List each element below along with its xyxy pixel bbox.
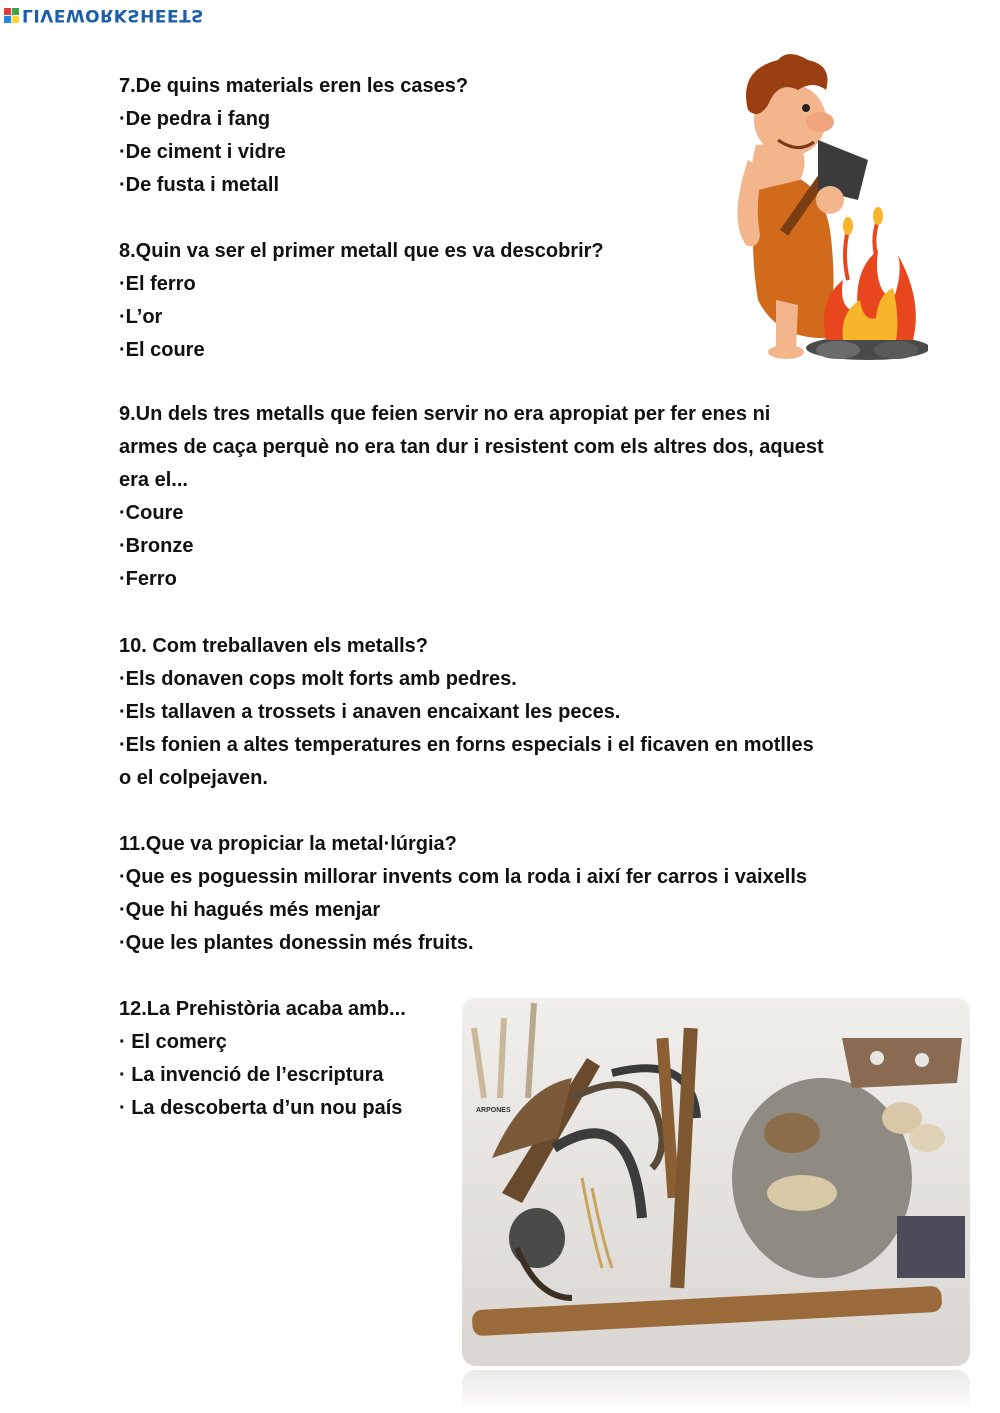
option-pedra-fang[interactable]: ·De pedra i fang [119, 108, 271, 130]
option-comerc[interactable]: · El comerç [119, 1031, 227, 1053]
question-10 [119, 630, 814, 795]
caveman-with-axe-illustration [718, 50, 928, 368]
option-nou-pais[interactable]: · La descoberta d’un nou país [119, 1097, 403, 1119]
option-trossets[interactable]: ·Els tallaven a trossets i anaven encaixant les peces. [119, 701, 621, 723]
liveworksheets-logo [4, 4, 204, 26]
option-or[interactable]: ·L’or [119, 306, 163, 328]
question-12 [119, 993, 406, 1125]
question-9 [119, 398, 879, 596]
arpones-label: ARPONES [476, 1107, 511, 1114]
option-cops-pedres[interactable]: ·Els donaven cops molt forts amb pedres. [119, 668, 517, 690]
logo-text: LIVEWORKSHEETS [22, 5, 204, 25]
question-text-line-3: era el... [119, 469, 188, 491]
option-fusta-metall[interactable]: ·De fusta i metall [119, 174, 280, 196]
photo-reflection [462, 1370, 970, 1413]
option-mes-fruits[interactable]: ·Que les plantes donessin més fruits. [119, 932, 474, 954]
question-7 [119, 70, 468, 202]
option-coure[interactable]: ·El coure [119, 339, 205, 361]
option-escriptura[interactable]: · La invenció de l’escriptura [119, 1064, 384, 1086]
question-8 [119, 235, 604, 367]
option-coure[interactable]: ·Coure [119, 502, 184, 524]
question-text: 11.Que va propiciar la metal·lúrgia? [119, 833, 457, 855]
option-ferro[interactable]: ·Ferro [119, 568, 177, 590]
option-bronze[interactable]: ·Bronze [119, 535, 194, 557]
question-text: 12.La Prehistòria acaba amb... [119, 998, 406, 1020]
question-text: 7.De quins materials eren les cases? [119, 75, 469, 97]
option-ferro[interactable]: ·El ferro [119, 273, 196, 295]
option-fonien-continued[interactable]: o el colpejaven. [119, 767, 268, 789]
question-text: 10. Com treballaven els metalls? [119, 635, 429, 657]
option-mes-menjar[interactable]: ·Que hi hagués més menjar [119, 899, 381, 921]
option-fonien[interactable]: ·Els fonien a altes temperatures en forns especials i el ficaven en motlles [119, 734, 814, 756]
option-ciment-vidre[interactable]: ·De ciment i vidre [119, 141, 286, 163]
question-text: 8.Quin va ser el primer metall que es va descobrir? [119, 240, 604, 262]
logo-mark-icon [4, 8, 19, 23]
question-text-line-2: armes de caça perquè no era tan dur i resistent com els altres dos, aquest [119, 436, 824, 458]
option-invents-roda[interactable]: ·Que es poguessin millorar invents com la roda i així fer carros i vaixells [119, 866, 808, 888]
question-11 [119, 828, 807, 960]
question-text-line-1: 9.Un dels tres metalls que feien servir no era apropiat per fer enes ni [119, 403, 771, 425]
prehistoric-tools-photo [462, 998, 970, 1366]
